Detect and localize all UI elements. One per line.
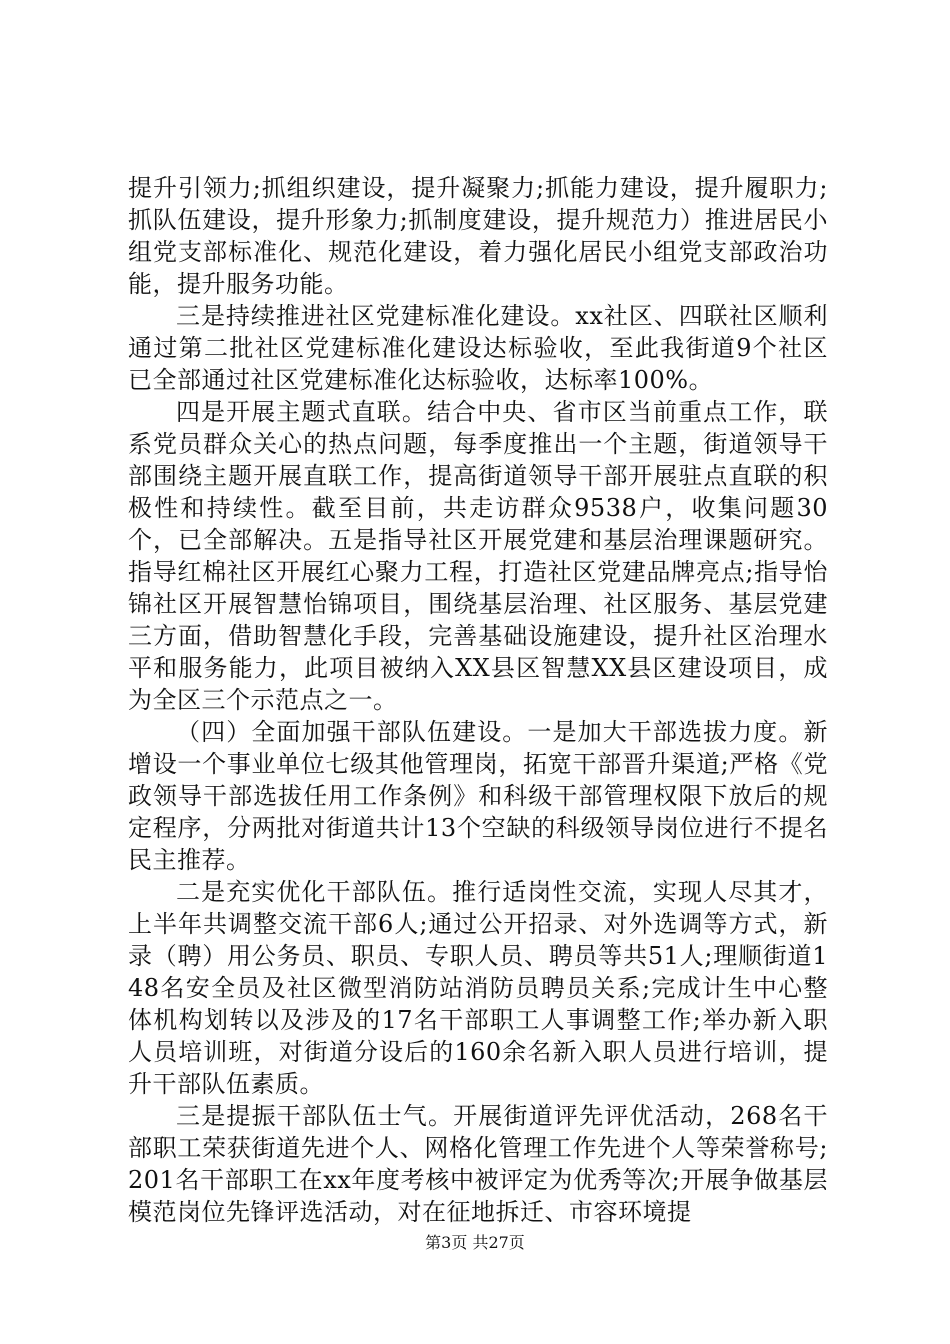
paragraph: 三是提振干部队伍士气。开展街道评先评优活动，268名干部职工荣获街道先进个人、网格化管理工作先进个人等荣誉称号;201名干部职工在xx年度考核中被评定为优秀等次;开展争做基层模范岗位先锋评选活动，对在征地拆迁、市容环境提 xyxy=(128,1102,828,1226)
paragraph: 提升引领力;抓组织建设，提升凝聚力;抓能力建设，提升履职力;抓队伍建设，提升形象力;抓制度建设，提升规范力）推进居民小组党支部标准化、规范化建设，着力强化居民小组党支部政治功能，提升服务功能。 xyxy=(128,174,828,298)
paragraph: （四）全面加强干部队伍建设。一是加大干部选拔力度。新增设一个事业单位七级其他管理岗，拓宽干部晋升渠道;严格《党政领导干部选拔任用工作条例》和科级干部管理权限下放后的规定程序，分两批对街道共计13个空缺的科级领导岗位进行不提名民主推荐。 xyxy=(128,718,828,874)
paragraph: 四是开展主题式直联。结合中央、省市区当前重点工作，联系党员群众关心的热点问题，每季度推出一个主题，街道领导干部围绕主题开展直联工作，提高街道领导干部开展驻点直联的积极性和持续性。截至目前，共走访群众9538户，收集问题30个，已全部解决。五是指导社区开展党建和基层治理课题研究。指导红棉社区开展红心聚力工程，打造社区党建品牌亮点;指导怡锦社区开展智慧怡锦项目，围绕基层治理、社区服务、基层党建三方面，借助智慧化手段，完善基础设施建设，提升社区治理水平和服务能力，此项目被纳入XX县区智慧XX县区建设项目，成为全区三个示范点之一。 xyxy=(128,398,828,714)
paragraph: 二是充实优化干部队伍。推行适岗性交流，实现人尽其才，上半年共调整交流干部6人;通过公开招录、对外选调等方式，新录（聘）用公务员、职员、专职人员、聘员等共51人;理顺街道148名安全员及社区微型消防站消防员聘员关系;完成计生中心整体机构划转以及涉及的17名干部职工人事调整工作;举办新入职人员培训班，对街道分设后的160余名新入职人员进行培训，提升干部队伍素质。 xyxy=(128,878,828,1098)
document-body xyxy=(128,172,828,1228)
page-number-footer: 第3页 共27页 xyxy=(425,1233,525,1252)
paragraph: 三是持续推进社区党建标准化建设。xx社区、四联社区顺利通过第二批社区党建标准化建设达标验收，至此我街道9个社区已全部通过社区党建标准化达标验收，达标率100%。 xyxy=(128,302,828,394)
